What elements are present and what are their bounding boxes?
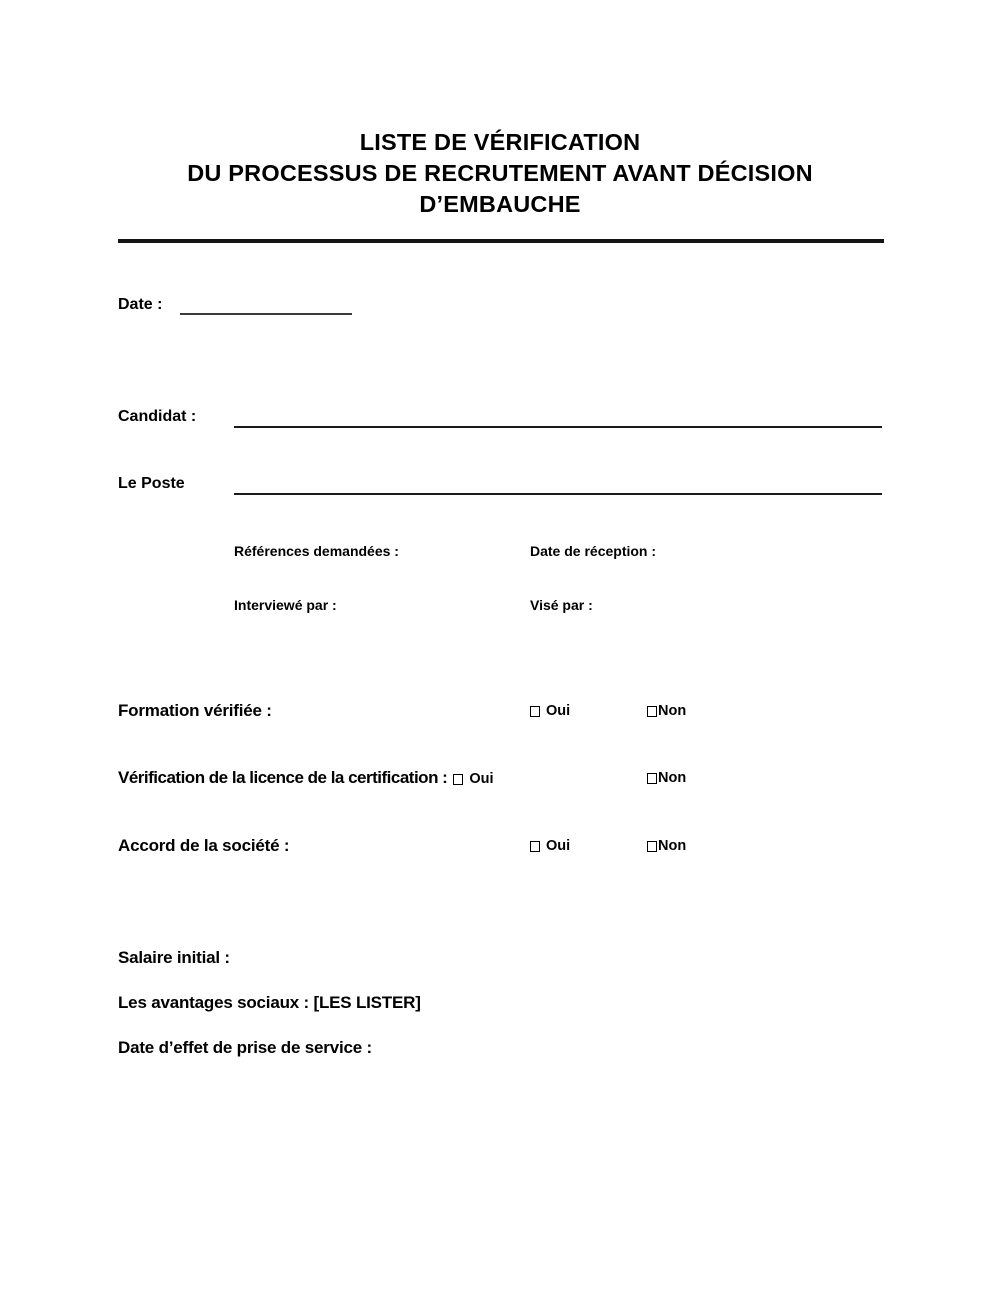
non-label: Non bbox=[658, 703, 687, 719]
non-label: Non bbox=[658, 770, 687, 786]
checkbox-icon[interactable] bbox=[453, 774, 463, 785]
formation-label: Formation vérifiée : bbox=[118, 701, 272, 720]
title-line-2: DU PROCESSUS DE RECRUTEMENT AVANT DÉCISION bbox=[187, 160, 813, 186]
formation-non-option[interactable] bbox=[647, 703, 686, 719]
candidat-label: Candidat : bbox=[118, 408, 197, 425]
date-effet-label: Date d’effet de prise de service : bbox=[118, 1038, 372, 1057]
checkbox-icon[interactable] bbox=[530, 706, 540, 717]
accord-label: Accord de la société : bbox=[118, 836, 290, 855]
document-title bbox=[0, 127, 1000, 220]
reception-label: Date de réception : bbox=[530, 543, 657, 559]
oui-label: Oui bbox=[546, 838, 571, 854]
oui-label: Oui bbox=[546, 703, 571, 719]
avantages-label: Les avantages sociaux : [LES LISTER] bbox=[118, 993, 421, 1012]
checkbox-icon[interactable] bbox=[530, 841, 540, 852]
candidat-blank-field[interactable] bbox=[234, 426, 882, 428]
checkbox-icon[interactable] bbox=[647, 773, 657, 784]
title-line-3: D’EMBAUCHE bbox=[419, 191, 581, 217]
accord-non-option[interactable] bbox=[647, 838, 686, 854]
formation-oui-option[interactable] bbox=[530, 703, 570, 719]
date-blank-field[interactable] bbox=[180, 313, 352, 315]
accord-oui-option[interactable] bbox=[530, 838, 570, 854]
title-divider-rule bbox=[118, 239, 884, 243]
interviewe-label: Interviewé par : bbox=[234, 597, 337, 613]
date-label: Date : bbox=[118, 296, 163, 313]
checkbox-icon[interactable] bbox=[647, 706, 657, 717]
title-line-1: LISTE DE VÉRIFICATION bbox=[359, 129, 641, 155]
licence-non-option[interactable] bbox=[647, 770, 686, 786]
poste-label: Le Poste bbox=[118, 475, 185, 492]
non-label: Non bbox=[658, 838, 687, 854]
licence-oui-option[interactable] bbox=[453, 771, 493, 787]
oui-label: Oui bbox=[469, 771, 494, 787]
salaire-label: Salaire initial : bbox=[118, 948, 230, 967]
poste-blank-field[interactable] bbox=[234, 493, 882, 495]
references-label: Références demandées : bbox=[234, 543, 399, 559]
vise-label: Visé par : bbox=[530, 597, 593, 613]
licence-row bbox=[118, 768, 494, 788]
checkbox-icon[interactable] bbox=[647, 841, 657, 852]
licence-label: Vérification de la licence de la certification : bbox=[118, 768, 448, 787]
